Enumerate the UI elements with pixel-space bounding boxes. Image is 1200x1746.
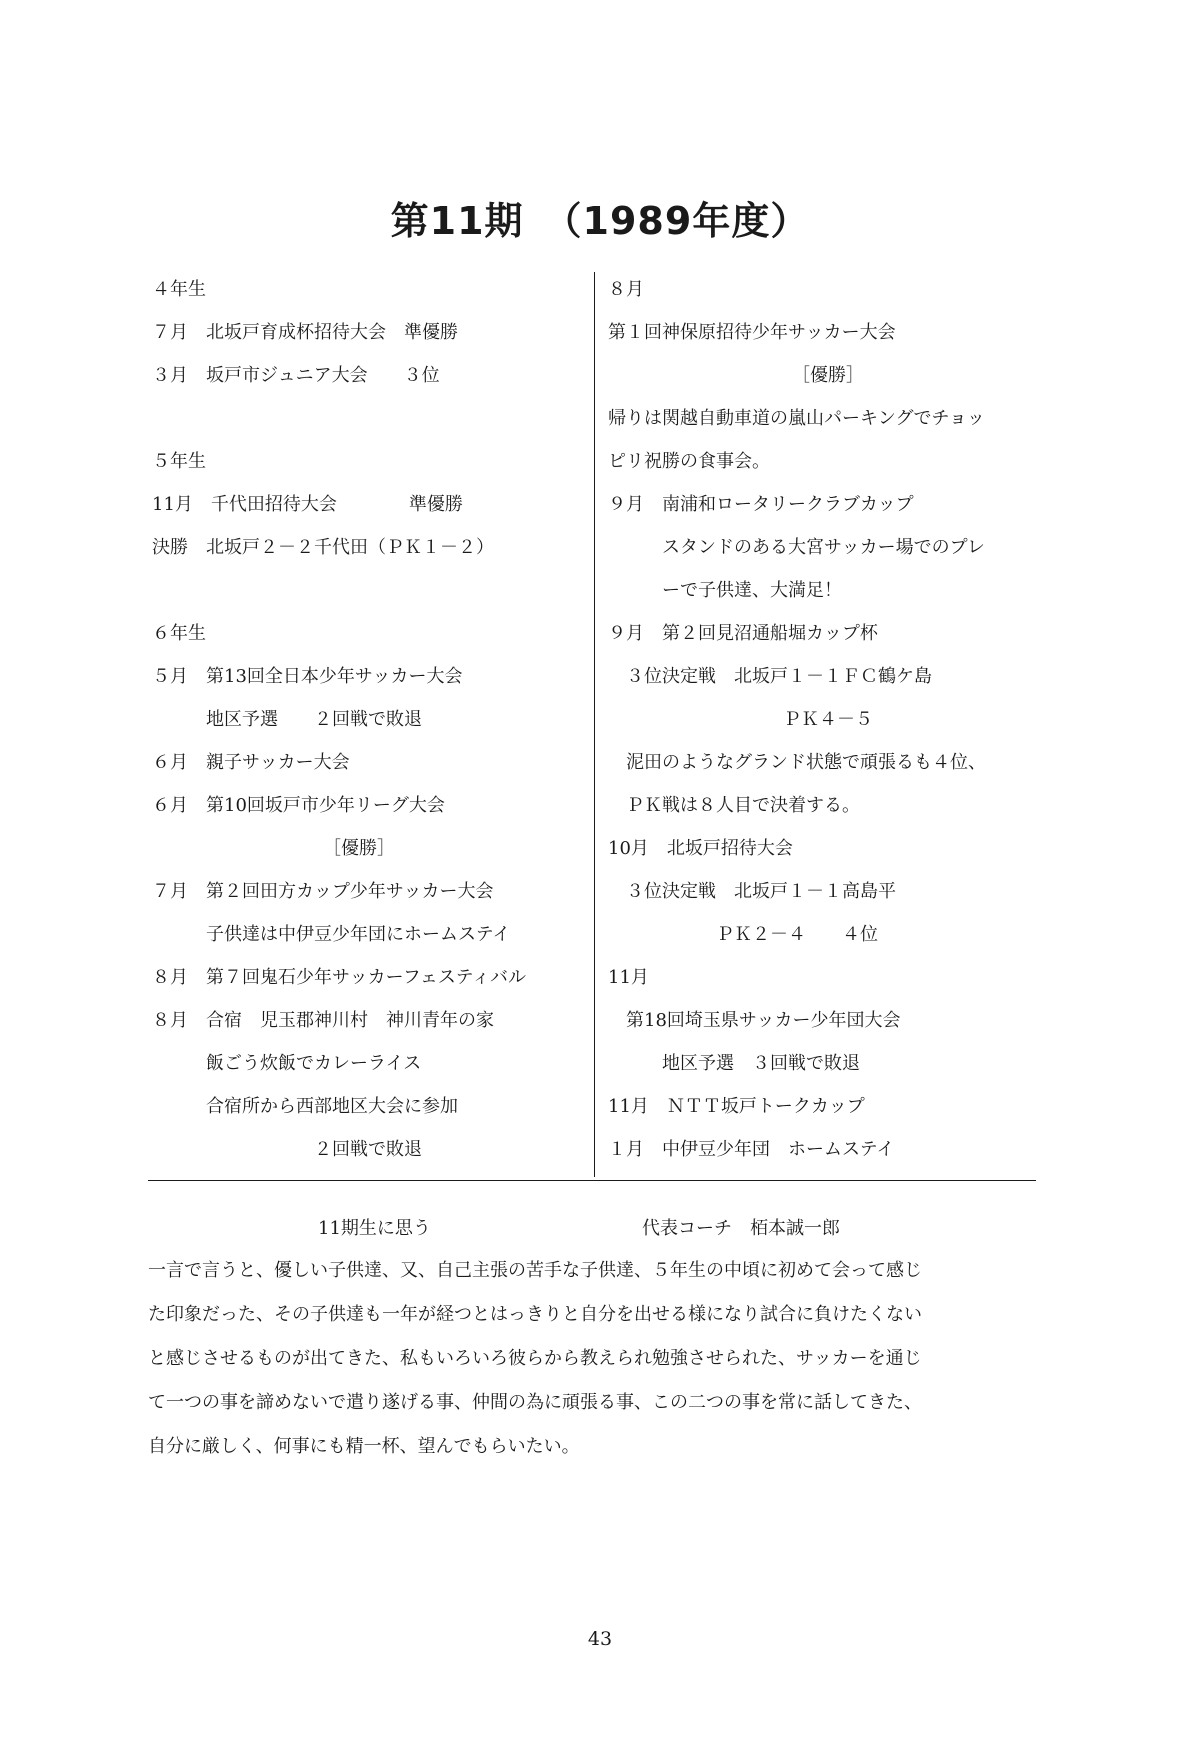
left-line: ６月 第10回坂戸市少年リーグ大会 <box>152 795 445 816</box>
essay-author: 代表コーチ 栢本誠一郎 <box>642 1218 840 1239</box>
right-line: 帰りは関越自動車道の嵐山パーキングでチョッ <box>608 408 985 429</box>
right-line: 11月 <box>608 967 649 988</box>
left-line: ８月 第７回鬼石少年サッカーフェスティバル <box>152 967 527 988</box>
left-column <box>152 272 592 1175</box>
right-line: 10月 北坂戸招待大会 <box>608 838 793 859</box>
page-number: 43 <box>587 1628 613 1650</box>
right-line: 第18回埼玉県サッカー少年団大会 <box>608 1010 901 1031</box>
right-line: ーで子供達、大満足！ <box>608 580 842 601</box>
right-line: 地区予選 ３回戦で敗退 <box>608 1053 860 1074</box>
page-title: 第11期 （1989年度） <box>390 199 810 243</box>
essay-body <box>148 1252 1040 1472</box>
right-line: スタンドのある大宮サッカー場でのプレ <box>608 537 985 558</box>
left-line: ７月 第２回田方カップ少年サッカー大会 <box>152 881 494 902</box>
left-line: ５年生 <box>152 451 206 472</box>
left-line: ６月 親子サッカー大会 <box>152 752 350 773</box>
section-divider <box>148 1180 1036 1181</box>
left-line: ４年生 <box>152 279 206 300</box>
right-line: 11月 ＮＴＴ坂戸トークカップ <box>608 1096 865 1117</box>
left-line: ［優勝］ <box>152 838 395 859</box>
right-line: １月 中伊豆少年団 ホームステイ <box>608 1139 895 1160</box>
right-line: ９月 南浦和ロータリークラブカップ <box>608 494 914 515</box>
left-line: 決勝 北坂戸２－２千代田（ＰＫ１－２） <box>152 537 494 558</box>
left-line: ８月 合宿 児玉郡神川村 神川青年の家 <box>152 1010 494 1031</box>
essay-line: 一言で言うと、優しい子供達、又、自己主張の苦手な子供達、５年生の中頃に初めて会って感じ <box>148 1260 922 1281</box>
left-line <box>152 573 592 616</box>
column-divider <box>594 272 595 1177</box>
left-line <box>152 401 592 444</box>
right-line: ＰＫ戦は８人目で決着する。 <box>608 795 860 816</box>
right-line: 第１回神保原招待少年サッカー大会 <box>608 322 896 343</box>
right-line: ９月 第２回見沼通船堀カップ杯 <box>608 623 878 644</box>
right-line: ３位決定戦 北坂戸１－１高島平 <box>608 881 896 902</box>
right-line: ピリ祝勝の食事会。 <box>608 451 770 472</box>
essay-line: た印象だった、その子供達も一年が経つとはっきりと自分を出せる様になり試合に負けたくない <box>148 1304 922 1325</box>
left-line: ７月 北坂戸育成杯招待大会 準優勝 <box>152 322 458 343</box>
essay-line: 自分に厳しく、何事にも精一杯、望んでもらいたい。 <box>148 1436 580 1457</box>
left-line: 11月 千代田招待大会 準優勝 <box>152 494 463 515</box>
essay-line: と感じさせるものが出てきた、私もいろいろ彼らから教えられ勉強させられた、サッカーを通じ <box>148 1348 922 1369</box>
left-line: 子供達は中伊豆少年団にホームステイ <box>152 924 511 945</box>
right-line: ＰＫ２－４ ４位 <box>608 924 878 945</box>
right-line: ８月 <box>608 279 644 300</box>
left-line: ５月 第13回全日本少年サッカー大会 <box>152 666 463 687</box>
right-column <box>608 272 1048 1175</box>
right-line: ［優勝］ <box>792 365 864 386</box>
right-line: ３位決定戦 北坂戸１－１ＦＣ鶴ケ島 <box>608 666 932 687</box>
left-line: 地区予選 ２回戦で敗退 <box>152 709 422 730</box>
left-line: ２回戦で敗退 <box>152 1139 422 1160</box>
essay-heading: 11期生に思う <box>318 1218 431 1239</box>
right-line: 泥田のようなグランド状態で頑張るも４位、 <box>608 752 986 773</box>
left-line: 飯ごう炊飯でカレーライス <box>152 1053 422 1074</box>
left-line: ６年生 <box>152 623 206 644</box>
left-line: 合宿所から西部地区大会に参加 <box>152 1096 458 1117</box>
right-line: ＰＫ４－５ <box>783 709 873 730</box>
essay-line: て一つの事を諦めないで遣り遂げる事、仲間の為に頑張る事、この二つの事を常に話してきた、 <box>148 1392 922 1413</box>
left-line: ３月 坂戸市ジュニア大会 ３位 <box>152 365 440 386</box>
